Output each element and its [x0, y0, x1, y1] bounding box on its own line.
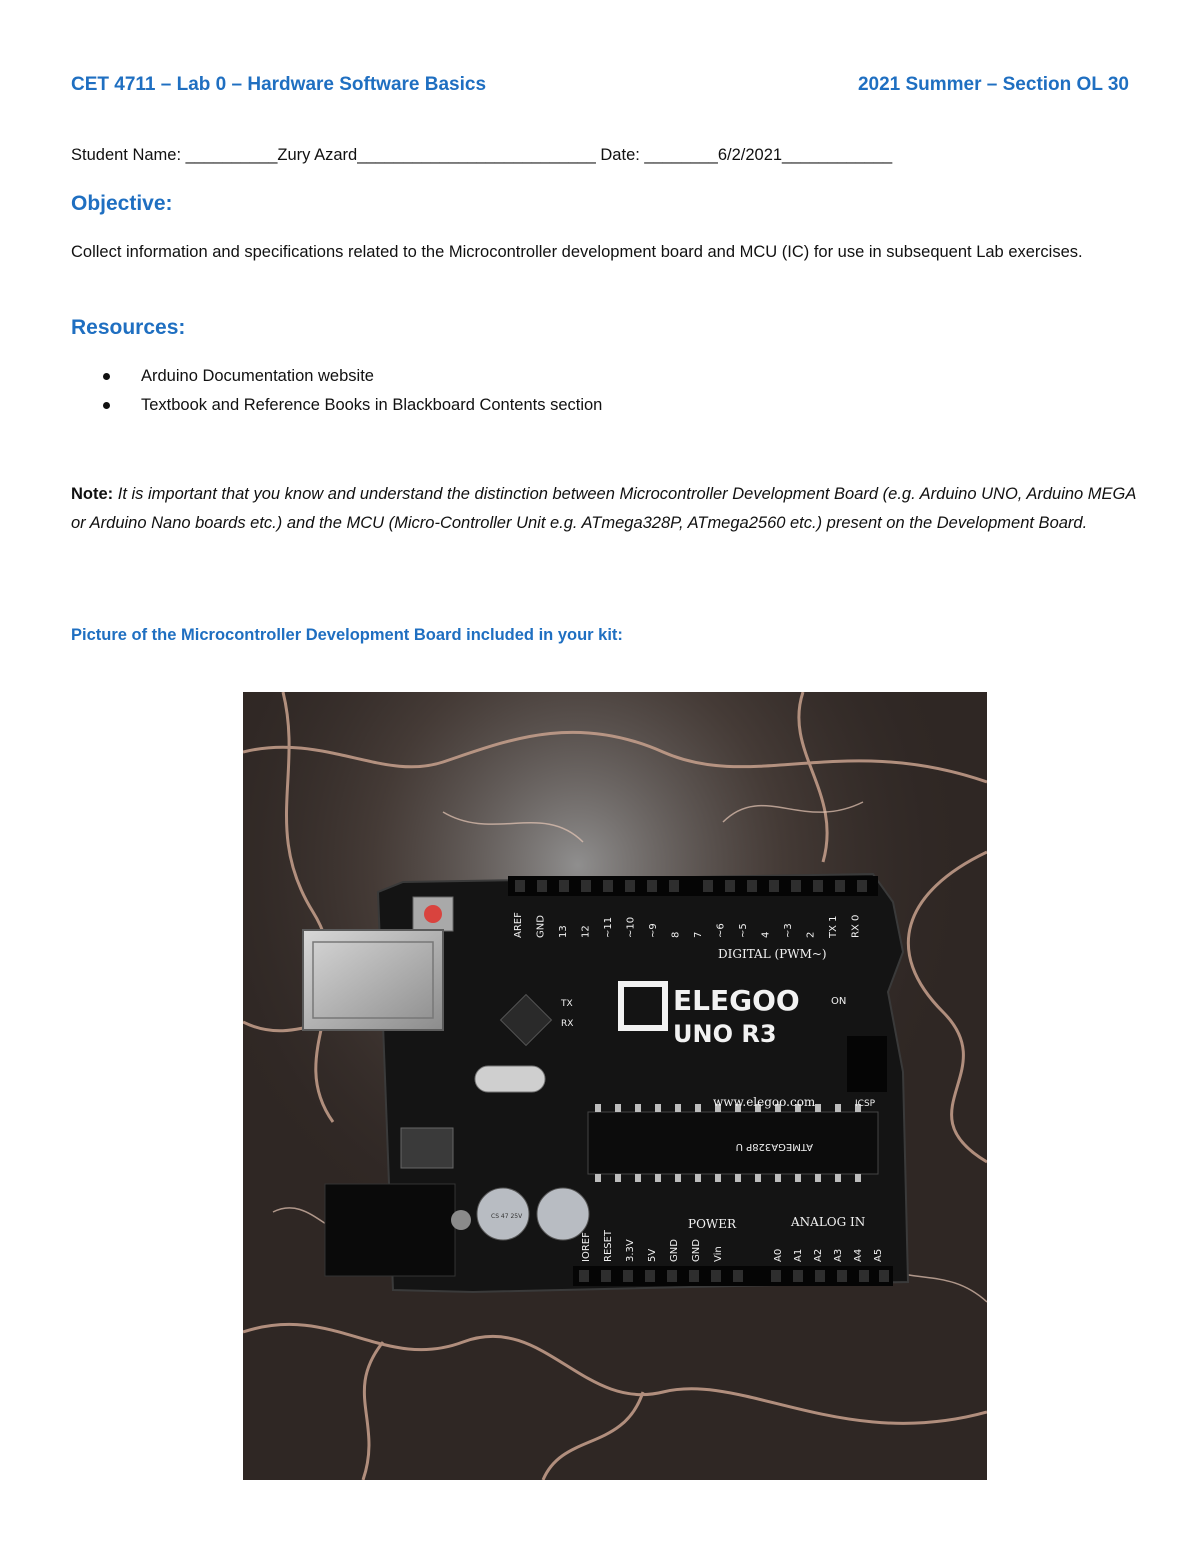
regulator [401, 1128, 453, 1168]
digital-pin-label: 2 [805, 931, 817, 938]
dc-jack [325, 1184, 455, 1276]
digital-pin-label: 7 [693, 931, 704, 938]
digital-pin-label: TX 1 [828, 915, 839, 938]
date-label: Date: [600, 146, 640, 164]
board-photo [243, 692, 987, 1480]
digital-pin-label: ~9 [648, 923, 659, 938]
note-text: It is important that you know and understand the distinction between Microcontroller Development Board (e.g. Arduino UNO, Arduino MEGA or Arduino Nano boards etc.) and the MCU (Micro-Controller Unit e.g. ATmega328P, ATmega2560 etc.) present on the Development Board. [71, 485, 1136, 532]
student-name-value: __________Zury Azard__________________________ [185, 146, 596, 164]
digital-pin-label: RX 0 [850, 914, 862, 938]
digital-pin-label: GND [535, 915, 547, 938]
usb-port [303, 930, 443, 1030]
power-pin-label: GND [669, 1239, 680, 1262]
digital-pin-label: ~11 [603, 916, 614, 938]
crystal [475, 1066, 545, 1092]
date-value: ________6/2/2021____________ [644, 146, 893, 164]
analog-pin-label: A5 [873, 1248, 884, 1262]
digital-pin-label: 12 [580, 925, 592, 938]
power-label: POWER [688, 1217, 737, 1231]
power-pin-label: GND [691, 1239, 702, 1262]
picture-caption: Picture of the Microcontroller Development Board included in your kit: [71, 626, 623, 644]
chip-label: ATMEGA328P U [735, 1141, 813, 1152]
analog-label: ANALOG IN [791, 1215, 866, 1229]
rx-label: RX [561, 1019, 574, 1029]
analog-pin-label: A2 [813, 1248, 824, 1262]
list-item [100, 362, 602, 391]
icsp-label: ICSP [855, 1099, 876, 1109]
student-info-row [71, 146, 892, 165]
capacitor-label: CS 47 25V [491, 1213, 523, 1220]
analog-pin-label: A0 [773, 1248, 784, 1262]
digital-pin-label: 13 [558, 925, 569, 938]
power-pin-label: 5V [647, 1248, 658, 1262]
analog-pin-label: A1 [793, 1248, 804, 1262]
digital-pin-label: ~6 [715, 923, 727, 938]
student-name-label: Student Name: [71, 146, 182, 164]
power-pin-label: Vin [713, 1246, 724, 1262]
document-title: CET 4711 – Lab 0 – Hardware Software Basics [71, 74, 487, 95]
note-paragraph [71, 480, 1141, 538]
bullet-icon [103, 402, 110, 409]
bullet-icon [103, 373, 110, 380]
atmega-chip [588, 1112, 878, 1174]
digital-pin-label: 8 [670, 931, 682, 938]
power-pin-label: RESET [603, 1229, 614, 1262]
board-url: www.elegoo.com [713, 1095, 816, 1109]
course-section: 2021 Summer – Section OL 30 [857, 74, 1129, 95]
board-brand: ELEGOO [673, 984, 800, 1017]
resources-heading: Resources: [71, 316, 186, 339]
analog-pin-label: A4 [853, 1248, 864, 1262]
power-pin-label: IOREF [581, 1232, 592, 1262]
on-label: ON [831, 996, 847, 1007]
digital-pin-label: 4 [760, 931, 772, 938]
digital-pin-label: AREF [513, 912, 524, 938]
digital-pin-label: ~10 [625, 916, 637, 938]
objective-heading: Objective: [71, 192, 173, 215]
icsp-header [847, 1036, 887, 1092]
tx-label: TX [561, 999, 573, 1009]
board-model: UNO R3 [673, 1020, 777, 1048]
digital-pin-label: ~5 [738, 923, 749, 938]
power-pin-label: 3.3V [625, 1239, 636, 1262]
list-item-text: Textbook and Reference Books in Blackboard Contents section [141, 396, 603, 414]
digital-label: DIGITAL (PWM~) [718, 947, 827, 961]
digital-pin-label: ~3 [783, 923, 794, 938]
resources-list [100, 362, 602, 420]
objective-text: Collect information and specifications related to the Microcontroller development board and MCU (IC) for use in subsequent Lab exercises. [71, 243, 1083, 261]
analog-pin-label: A3 [833, 1248, 844, 1262]
list-item [100, 391, 602, 420]
note-label: Note: [71, 485, 114, 503]
list-item-text: Arduino Documentation website [141, 367, 374, 385]
